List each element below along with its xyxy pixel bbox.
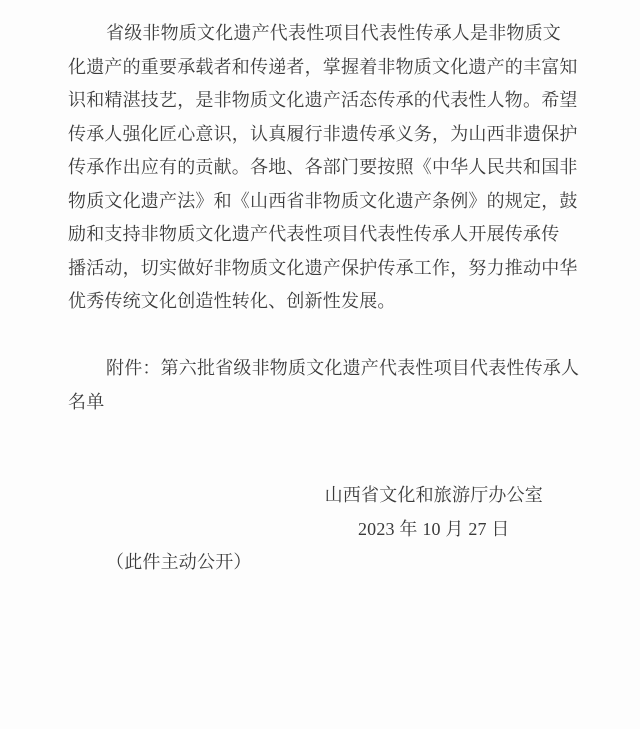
paragraph-line: 物质文化遗产法》和《山西省非物质文化遗产条例》的规定，鼓 [68,190,578,211]
attachment-line: 附件：第六批省级非物质文化遗产代表性项目代表性传承人 [106,358,580,378]
issue-date: 2023 年 10 月 27 日 [357,518,510,539]
paragraph-line: 优秀传统文化创造性转化、创新性发展。 [68,291,396,311]
issuing-office: 山西省文化和旅游厅办公室 [324,485,543,505]
signature-block [325,479,543,546]
paragraph-line: 播活动，切实做好非物质文化遗产保护传承工作，努力推动中华 [68,257,578,278]
attachment-paragraph [68,352,580,419]
attachment-line: 名单 [68,391,105,412]
paragraph-line: 励和支持非物质文化遗产代表性项目代表性传承人开展传承传 [68,224,560,244]
paragraph-line: 识和精湛技艺，是非物质文化遗产活态传承的代表性人物。希望 [68,90,578,110]
paragraph-line: 省级非物质文化遗产代表性项目代表性传承人是非物质文 [106,23,561,43]
paragraph-line: 传承作出应有的贡献。各地、各部门要按照《中华人民共和国非 [68,157,578,177]
paragraph-line: 传承人强化匠心意识，认真履行非遗传承义务，为山西非遗保护 [68,123,578,144]
disclosure-note: （此件主动公开） [106,552,252,572]
body-paragraph [68,17,578,319]
paragraph-line: 化遗产的重要承载者和传递者，掌握着非物质文化遗产的丰富知 [68,56,578,77]
